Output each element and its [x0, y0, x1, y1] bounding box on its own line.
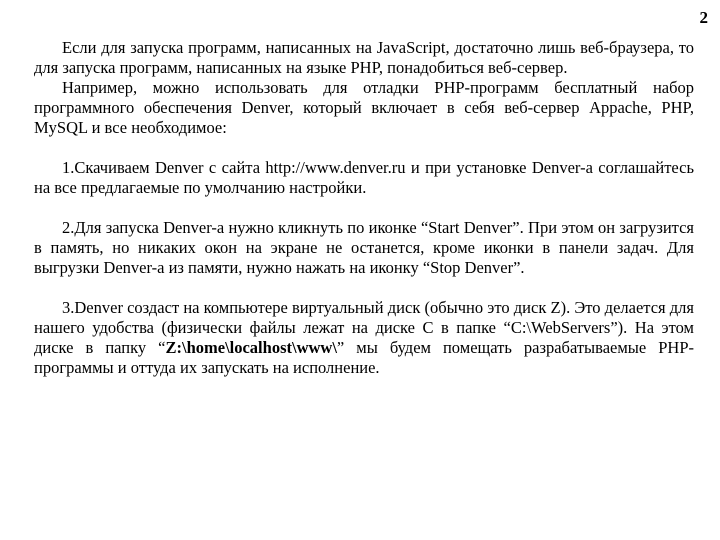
paragraph-gap	[34, 198, 694, 218]
intro-paragraph: Если для запуска программ, написанных на JavaScript, достаточно лишь веб-браузера, то для запуска программ, написанных на языке PHP, понадобиться веб-сервер.	[34, 38, 694, 77]
paragraph-gap	[34, 278, 694, 298]
denver-description-paragraph: Например, можно использовать для отладки PHP-программ бесплатный набор программного обеспечения Denver, который включает в себя веб-сервер Appache, PHP, MySQL и все необходимое:	[34, 78, 694, 137]
step-2-paragraph: 2.Для запуска Denver-а нужно кликнуть по иконке “Start Denver”. При этом он загрузится в память, но никаких окон на экране не останется, кроме иконки в панели задач. Для выгрузки Denver-а из памяти, нужно нажать на иконку “Stop Denver”.	[34, 218, 694, 277]
paragraph-gap	[34, 138, 694, 158]
document-body	[34, 38, 694, 378]
page-number: 2	[699, 8, 708, 27]
www-folder-path: Z:\home\localhost\www\	[165, 338, 337, 357]
step-1-paragraph: 1.Скачиваем Denver с сайта http://www.denver.ru и при установке Denver-а соглашайтесь на все предлагаемые по умолчанию настройки.	[34, 158, 694, 197]
step-3-text-end: ” мы будем помещать разрабатываемые PHP-программы и оттуда их запускать на исполнение.	[34, 338, 694, 377]
step-3-paragraph	[34, 298, 694, 378]
step-3-text-start: 3.Denver создаст на компьютере виртуальный диск (обычно это диск Z). Это делается для нашего удобства (физически файлы лежат на диске С в папке “C:\WebServers”). На этом диске в папку “	[34, 298, 694, 357]
